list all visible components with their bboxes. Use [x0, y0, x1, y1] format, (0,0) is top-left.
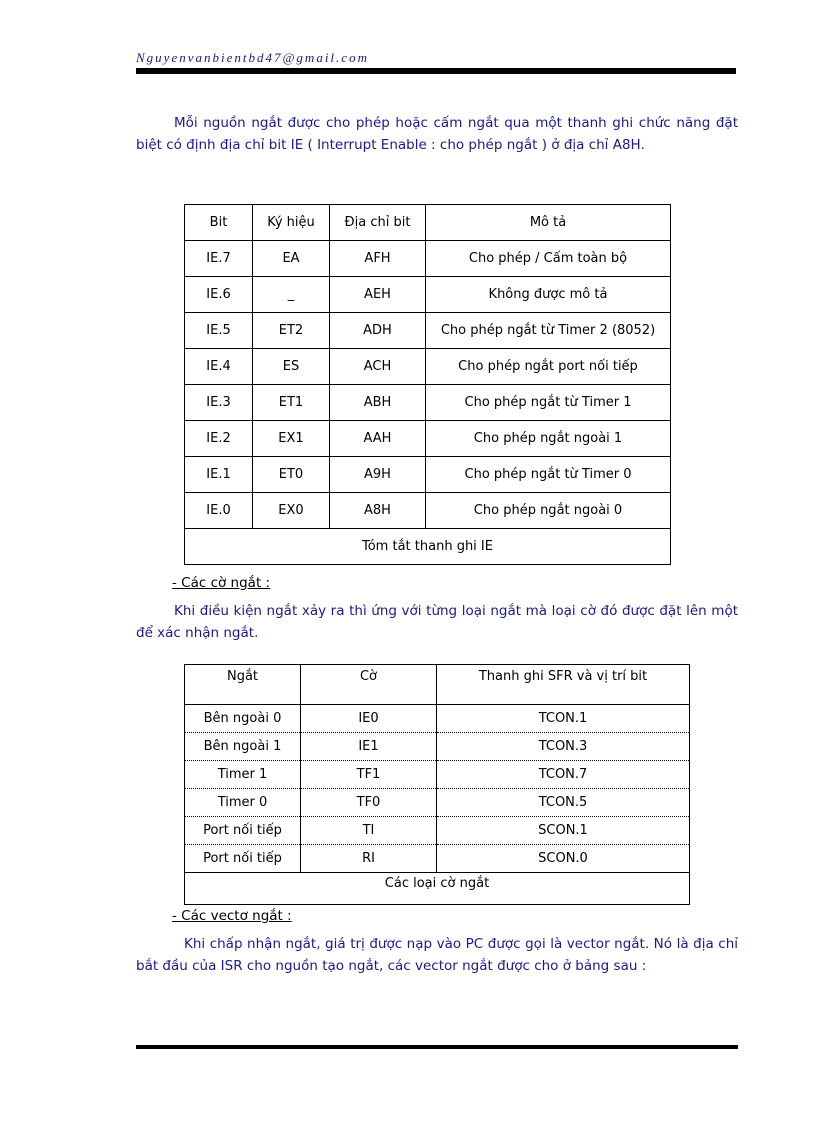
- table-cell: AEH: [330, 277, 426, 313]
- table-caption: Các loại cờ ngắt: [185, 873, 690, 905]
- table-row: [185, 705, 690, 733]
- table-row: [185, 457, 671, 493]
- table-cell: IE.5: [185, 313, 253, 349]
- header-cell: Ký hiệu: [253, 205, 330, 241]
- table-cell: AAH: [330, 421, 426, 457]
- table-row: [185, 349, 671, 385]
- table-cell: ADH: [330, 313, 426, 349]
- table-cell: TCON.1: [437, 705, 690, 733]
- table-cell: RI: [301, 845, 437, 873]
- table-cell: AFH: [330, 241, 426, 277]
- table-cell: Cho phép ngắt ngoài 0: [426, 493, 671, 529]
- table-row: [185, 313, 671, 349]
- table-cell: Bên ngoài 0: [185, 705, 301, 733]
- table-header-row: [185, 205, 671, 241]
- footer-rule: [136, 1045, 738, 1049]
- bullet-interrupt-vectors: [172, 908, 292, 924]
- table-cell: Port nối tiếp: [185, 845, 301, 873]
- table-row: [185, 845, 690, 873]
- paragraph-intro: [136, 112, 738, 156]
- header-cell: Ngắt: [185, 665, 301, 705]
- table-cell: IE0: [301, 705, 437, 733]
- table-cell: IE.3: [185, 385, 253, 421]
- table-cell: TCON.7: [437, 761, 690, 789]
- table-cell: IE.7: [185, 241, 253, 277]
- table-cell: Timer 0: [185, 789, 301, 817]
- table-row: [185, 493, 671, 529]
- table-cell: ES: [253, 349, 330, 385]
- table-cell: ET2: [253, 313, 330, 349]
- table-cell: Bên ngoài 1: [185, 733, 301, 761]
- table-cell: ET1: [253, 385, 330, 421]
- header-cell: Địa chỉ bit: [330, 205, 426, 241]
- table-cell: TCON.3: [437, 733, 690, 761]
- table-cell: Cho phép / Cấm toàn bộ: [426, 241, 671, 277]
- paragraph-intro-text: Mỗi nguồn ngắt được cho phép hoặc cấm ngắt qua một thanh ghi chức năng đặt biệt có định địa chỉ bit IE ( Interrupt Enable : cho phép ngắt ) ở địa chỉ A8H.: [136, 115, 738, 153]
- bullet-interrupt-flags-text: - Các cờ ngắt :: [172, 575, 271, 591]
- table-cell: A8H: [330, 493, 426, 529]
- table-cell: Cho phép ngắt từ Timer 0: [426, 457, 671, 493]
- table-cell: ABH: [330, 385, 426, 421]
- table-cell: SCON.1: [437, 817, 690, 845]
- table-cell: A9H: [330, 457, 426, 493]
- header-cell: Thanh ghi SFR và vị trí bit: [437, 665, 690, 705]
- table-row: [185, 817, 690, 845]
- table-cell: IE.1: [185, 457, 253, 493]
- paragraph-vectors: [136, 933, 738, 977]
- table-row: [185, 421, 671, 457]
- table-cell: Port nối tiếp: [185, 817, 301, 845]
- table-cell: _: [253, 277, 330, 313]
- table-row: [185, 789, 690, 817]
- table-cell: IE.0: [185, 493, 253, 529]
- table-cell: Không được mô tả: [426, 277, 671, 313]
- ie-register-table: [184, 204, 671, 565]
- table-cell: IE.2: [185, 421, 253, 457]
- table-caption-row: [185, 873, 690, 905]
- table-caption-row: [185, 529, 671, 565]
- table-row: [185, 385, 671, 421]
- interrupt-flags-table: [184, 664, 690, 905]
- table-cell: Cho phép ngắt ngoài 1: [426, 421, 671, 457]
- table-cell: EA: [253, 241, 330, 277]
- header-cell: Bit: [185, 205, 253, 241]
- header-cell: Mô tả: [426, 205, 671, 241]
- table-cell: Cho phép ngắt từ Timer 2 (8052): [426, 313, 671, 349]
- table-cell: TCON.5: [437, 789, 690, 817]
- header-cell: Cờ: [301, 665, 437, 705]
- table-row: [185, 277, 671, 313]
- table-caption: Tóm tắt thanh ghi IE: [185, 529, 671, 565]
- paragraph-flags: [136, 600, 738, 644]
- header-rule: [136, 68, 736, 74]
- table-cell: Timer 1: [185, 761, 301, 789]
- table-cell: IE1: [301, 733, 437, 761]
- table-cell: IE.6: [185, 277, 253, 313]
- table-row: [185, 761, 690, 789]
- table-cell: Cho phép ngắt từ Timer 1: [426, 385, 671, 421]
- table-header-row: [185, 665, 690, 705]
- table-row: [185, 733, 690, 761]
- paragraph-flags-text: Khi điều kiện ngắt xảy ra thì ứng với từng loại ngắt mà loại cờ đó được đặt lên một để xác nhận ngắt.: [136, 603, 738, 641]
- table-cell: TI: [301, 817, 437, 845]
- table-cell: ACH: [330, 349, 426, 385]
- table-cell: EX1: [253, 421, 330, 457]
- table-cell: EX0: [253, 493, 330, 529]
- table-cell: ET0: [253, 457, 330, 493]
- table-cell: TF1: [301, 761, 437, 789]
- table-cell: TF0: [301, 789, 437, 817]
- header-email: Nguyenvanbientbd47@gmail.com: [136, 50, 369, 65]
- table-row: [185, 241, 671, 277]
- table-cell: Cho phép ngắt port nối tiếp: [426, 349, 671, 385]
- table-cell: IE.4: [185, 349, 253, 385]
- bullet-interrupt-vectors-text: - Các vectơ ngắt :: [172, 908, 292, 924]
- bullet-interrupt-flags: [172, 575, 270, 591]
- paragraph-vectors-text: Khi chấp nhận ngắt, giá trị được nạp vào PC được gọi là vector ngắt. Nó là địa chỉ bắt đầu của ISR cho nguồn tạo ngắt, các vector ngắt được cho ở bảng sau :: [136, 936, 738, 974]
- table-cell: SCON.0: [437, 845, 690, 873]
